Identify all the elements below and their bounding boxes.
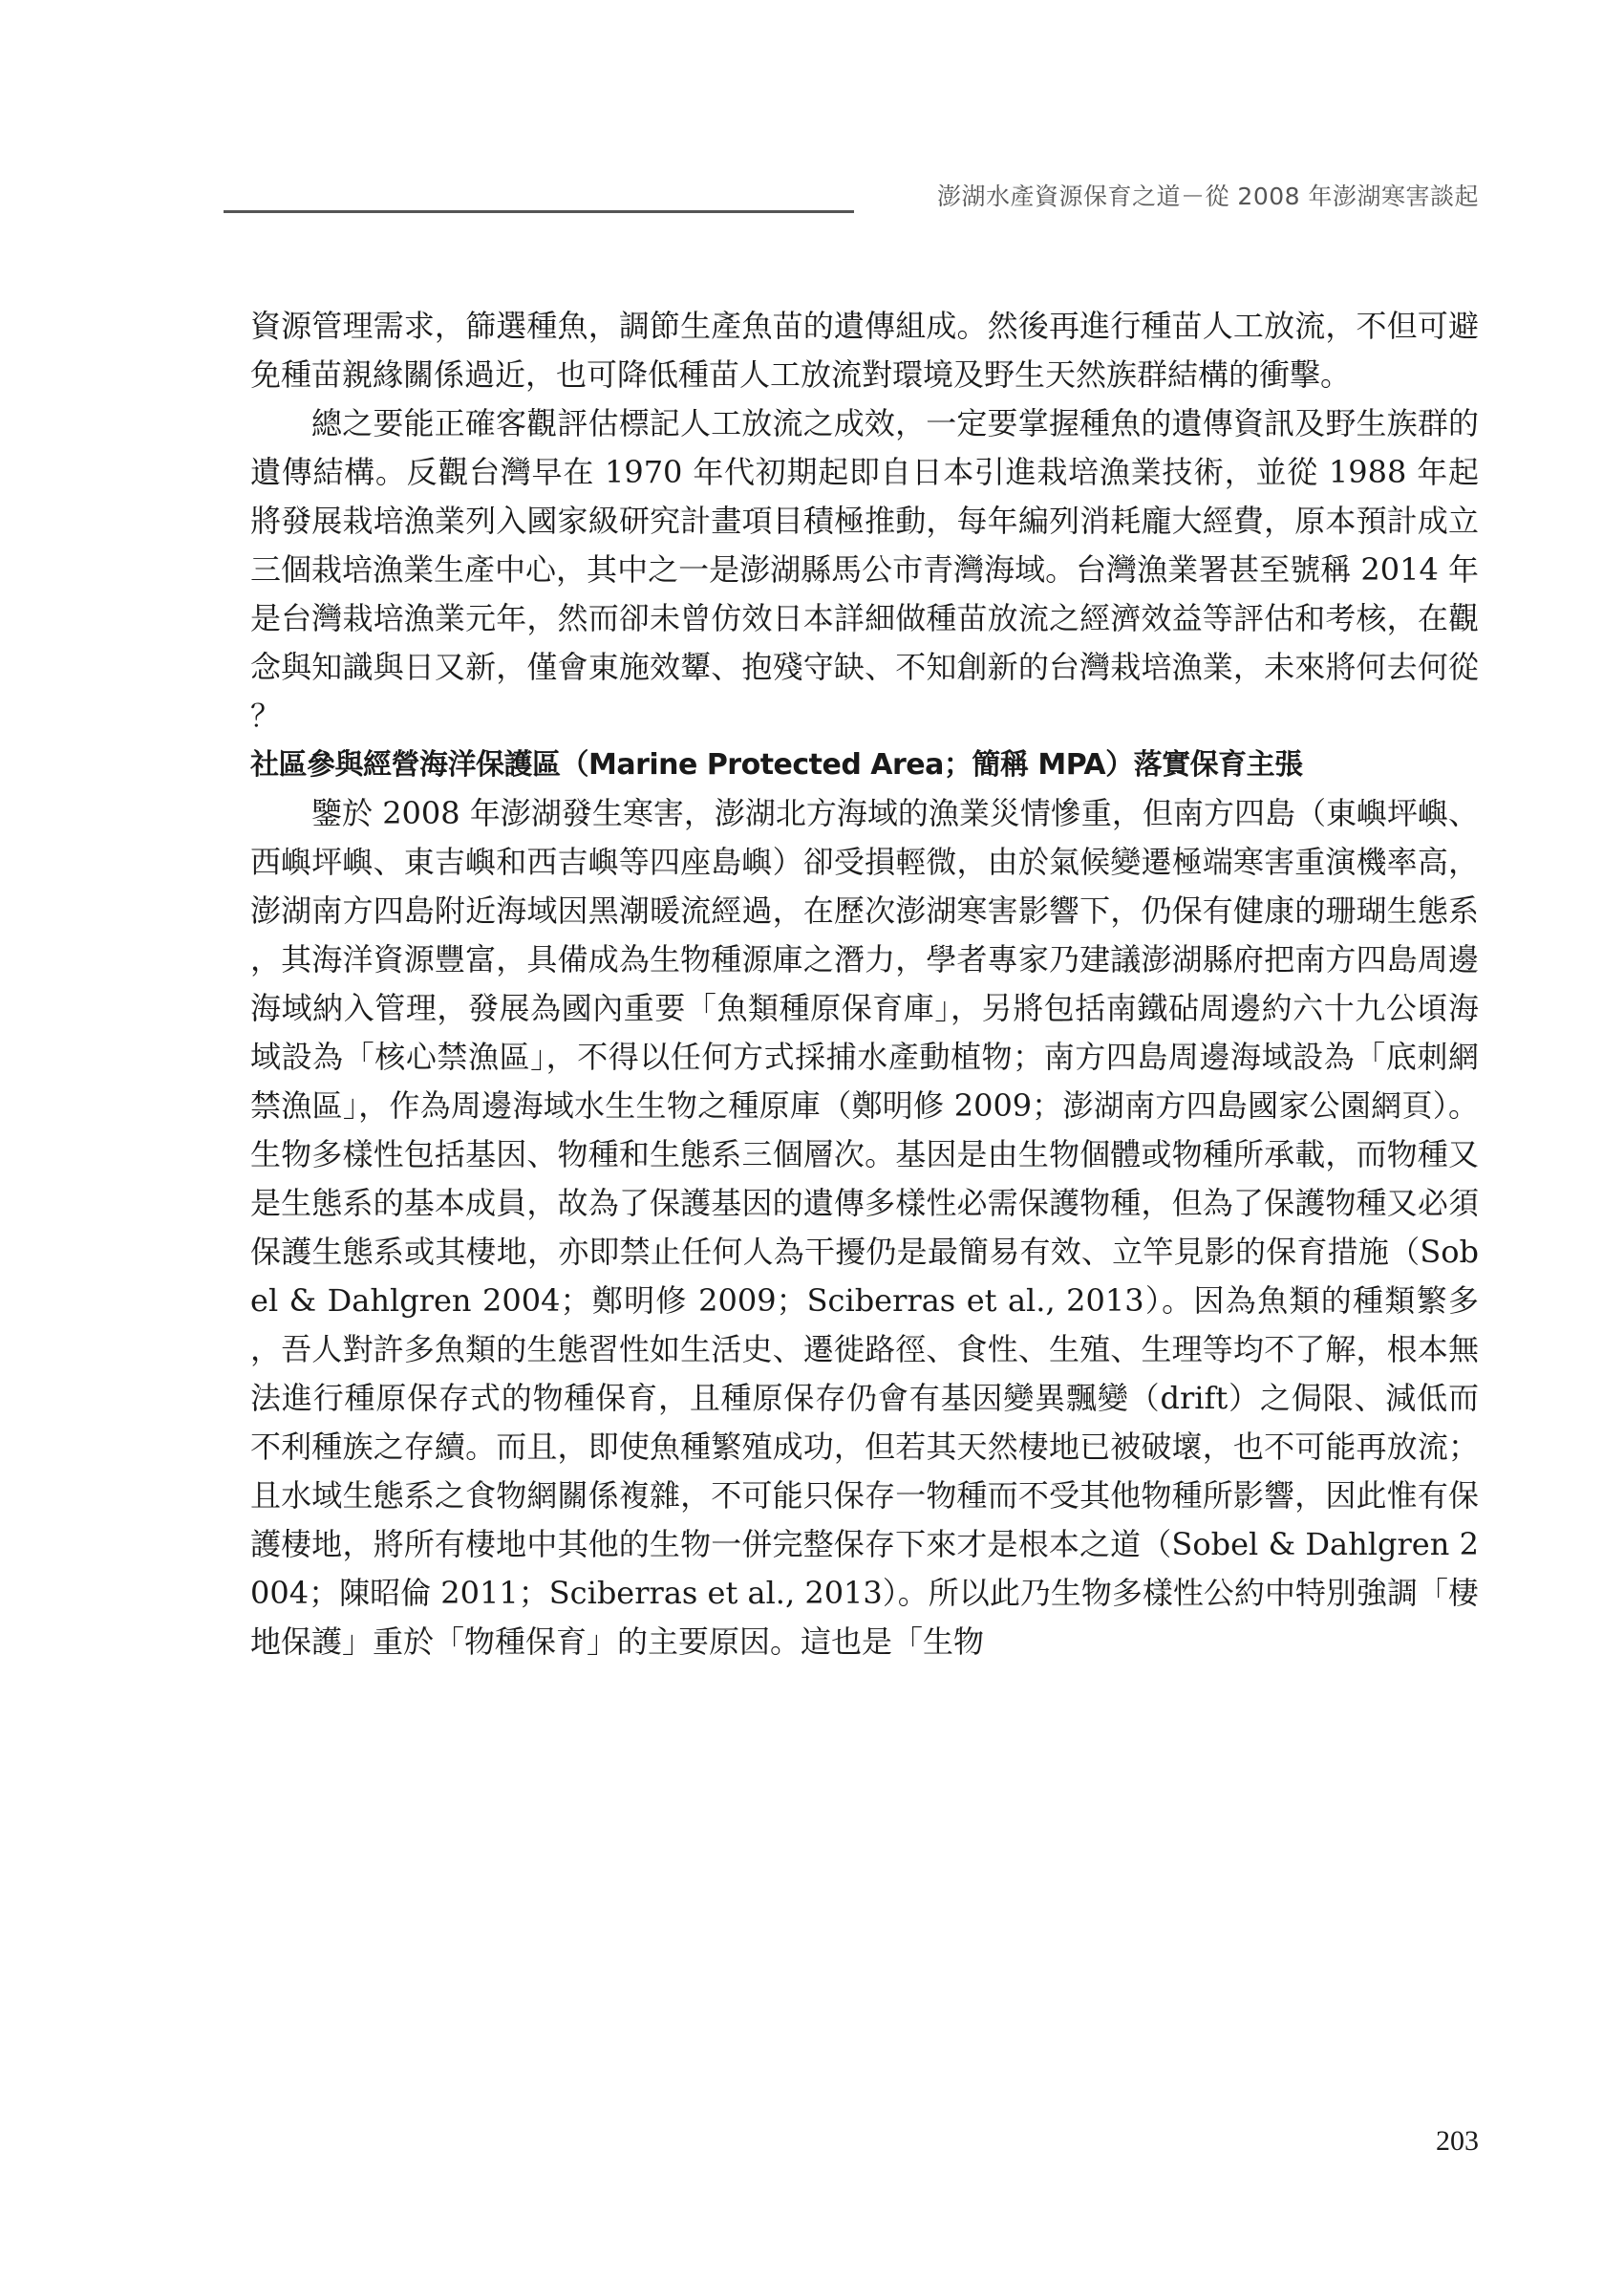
- section-heading-mpa: 社區參與經營海洋保護區（Marine Protected Area；簡稱 MPA）落實保育主張: [250, 748, 1303, 782]
- header-rule: [224, 210, 854, 213]
- paragraph-continuation: 資源管理需求，篩選種魚，調節生產魚苗的遺傳組成。然後再進行種苗人工放流，不但可避免種苗親緣關係過近，也可降低種苗人工放流對環境及野生天然族群結構的衝擊。: [250, 308, 1479, 393]
- page-body: [250, 302, 1479, 1666]
- paragraph-tagging-evaluation: 總之要能正確客觀評估標記人工放流之成效，一定要掌握種魚的遺傳資訊及野生族群的遺傳結構。反觀台灣早在 1970 年代初期起即自日本引進栽培漁業技術，並從 1988 年起將發展栽培漁業列入國家級研究計畫項目積極推動，每年編列消耗龐大經費，原本預計成立三個栽培漁業生產中心，其中之一是澎湖縣馬公市青灣海域。台灣漁業署甚至號稱 2014 年是台灣栽培漁業元年，然而卻未曾仿效日本詳細做種苗放流之經濟效益等評估和考核，在觀念與知識與日又新，僅會東施效顰、抱殘守缺、不知創新的台灣栽培漁業，未來將何去何從？: [250, 405, 1479, 734]
- running-head-title: 澎湖水產資源保育之道－從 2008 年澎湖寒害談起: [936, 183, 1479, 210]
- page-number: 203: [1436, 2125, 1479, 2157]
- paragraph-mpa: 鑒於 2008 年澎湖發生寒害，澎湖北方海域的漁業災情慘重，但南方四島（東嶼坪嶼、西嶼坪嶼、東吉嶼和西吉嶼等四座島嶼）卻受損輕微，由於氣候變遷極端寒害重演機率高，澎湖南方四島附近海域因黑潮暖流經過，在歷次澎湖寒害影響下，仍保有健康的珊瑚生態系，其海洋資源豐富，具備成為生物種源庫之潛力，學者專家乃建議澎湖縣府把南方四島周邊海域納入管理，發展為國內重要「魚類種原保育庫」，另將包括南鐵砧周邊約六十九公頃海域設為「核心禁漁區」，不得以任何方式採捕水產動植物；南方四島周邊海域設為「底刺網禁漁區」，作為周邊海域水生生物之種原庫（鄭明修 2009；澎湖南方四島國家公園網頁）。生物多樣性包括基因、物種和生態系三個層次。基因是由生物個體或物種所承載，而物種又是生態系的基本成員，故為了保護基因的遺傳多樣性必需保護物種，但為了保護物種又必須保護生態系或其棲地，亦即禁止任何人為干擾仍是最簡易有效、立竿見影的保育措施（Sobel & Dahlgren 2004；鄭明修 2009；Sciberras et al., 2013）。因為魚類的種類繁多，吾人對許多魚類的生態習性如生活史、遷徙路徑、食性、生殖、生理等均不了解，根本無法進行種原保存式的物種保育，且種原保存仍會有基因變異飄變（drift）之侷限、減低而不利種族之存續。而且，即使魚種繁殖成功，但若其天然棲地已被破壞，也不可能再放流；且水域生態系之食物網關係複雜，不可能只保存一物種而不受其他物種所影響，因此惟有保護棲地，將所有棲地中其他的生物一併完整保存下來才是根本之道（Sobel & Dahlgren 2004；陳昭倫 2011；Sciberras et al., 2013）。所以此乃生物多樣性公約中特別強調「棲地保護」重於「物種保育」的主要原因。這也是「生物: [250, 795, 1479, 1660]
